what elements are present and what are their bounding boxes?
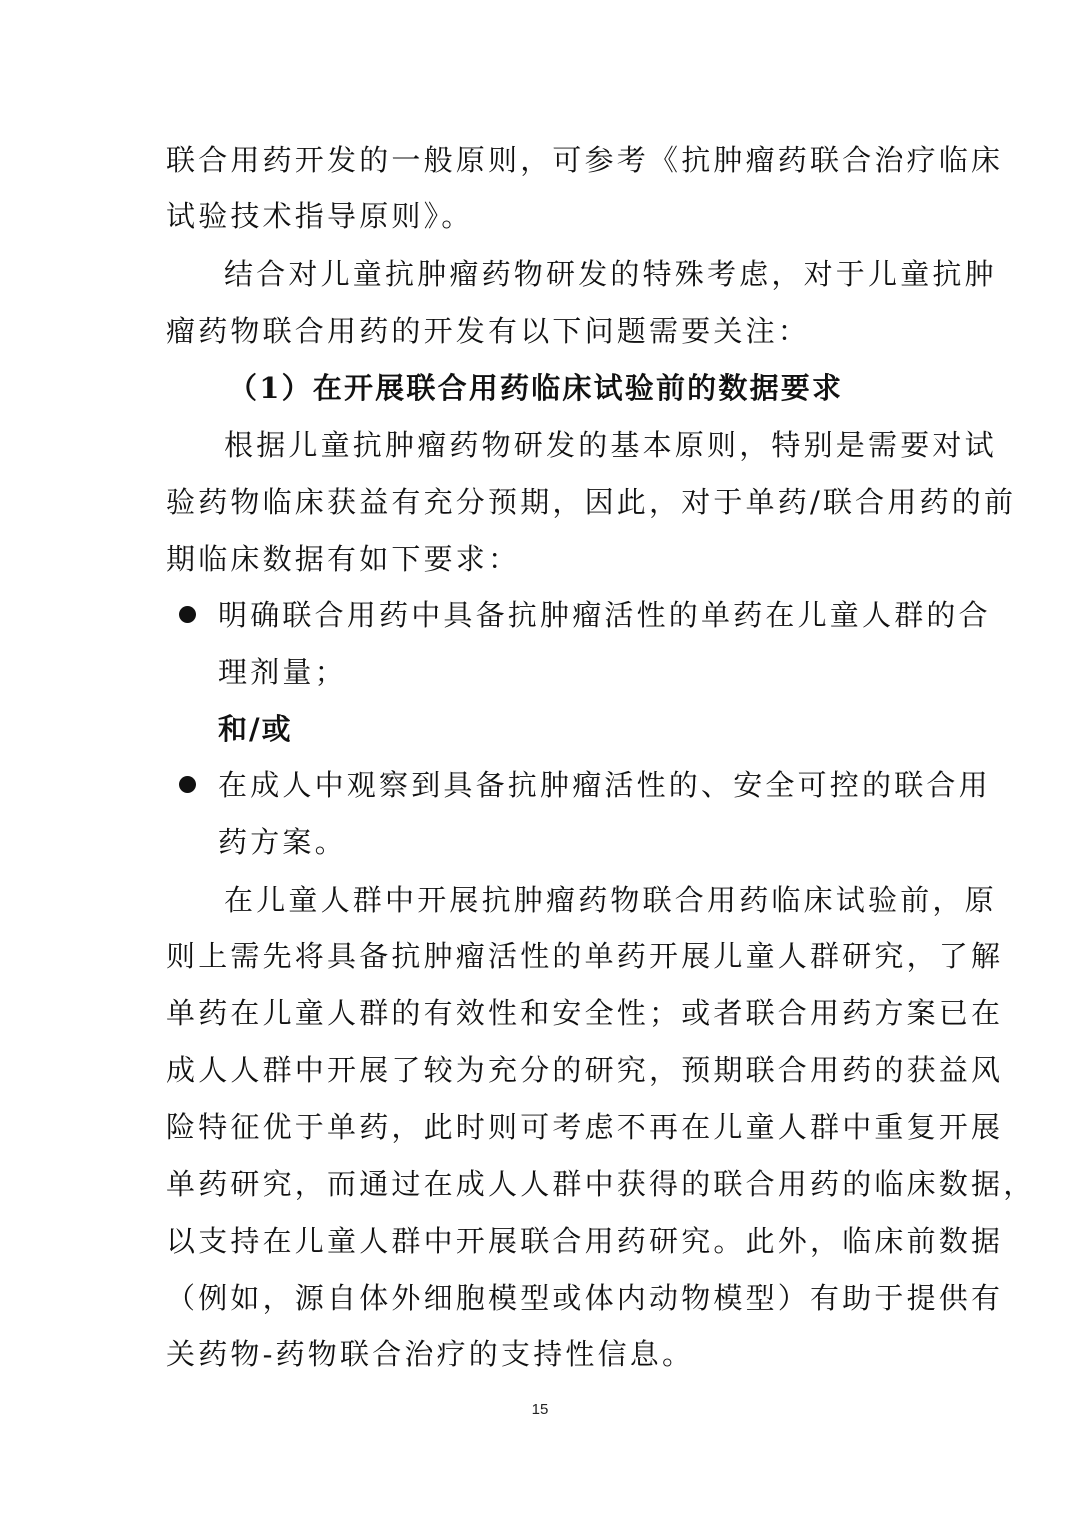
paragraph-2-line-1: 结合对儿童抗肿瘤药物研发的特殊考虑，对于儿童抗肿 <box>224 257 997 291</box>
paragraph-4-line-8: （例如，源自体外细胞模型或体内动物模型）有助于提供有 <box>166 1281 1004 1315</box>
bullet-1-line-1: 明确联合用药中具备抗肿瘤活性的单药在儿童人群的合 <box>218 598 991 632</box>
paragraph-4-line-2: 则上需先将具备抗肿瘤活性的单药开展儿童人群研究，了解 <box>166 939 1004 973</box>
bullet-dot-2 <box>179 776 196 793</box>
paragraph-4-line-6: 单药研究，而通过在成人人群中获得的联合用药的临床数据， <box>166 1167 1036 1201</box>
bullet-1-line-2: 理剂量； <box>218 655 347 689</box>
paragraph-3-line-1: 根据儿童抗肿瘤药物研发的基本原则，特别是需要对试 <box>224 428 997 462</box>
paragraph-4-line-1: 在儿童人群中开展抗肿瘤药物联合用药临床试验前，原 <box>224 883 997 917</box>
section-heading: （1）在开展联合用药临床试验前的数据要求 <box>228 371 844 405</box>
paragraph-3-line-2: 验药物临床获益有充分预期，因此，对于单药/联合用药的前 <box>166 485 1017 519</box>
paragraph-4-line-7: 以支持在儿童人群中开展联合用药研究。此外，临床前数据 <box>166 1224 1004 1258</box>
bullet-2-line-1: 在成人中观察到具备抗肿瘤活性的、安全可控的联合用 <box>218 768 991 802</box>
paragraph-4-line-3: 单药在儿童人群的有效性和安全性；或者联合用药方案已在 <box>166 996 1004 1030</box>
bullet-2-line-2: 药方案。 <box>218 825 347 859</box>
paragraph-4-line-4: 成人人群中开展了较为充分的研究，预期联合用药的获益风 <box>166 1053 1004 1087</box>
bullet-dot-1 <box>179 606 196 623</box>
paragraph-2-line-2: 瘤药物联合用药的开发有以下问题需要关注： <box>166 314 811 348</box>
paragraph-1-line-1: 联合用药开发的一般原则，可参考《抗肿瘤药联合治疗临床 <box>166 143 1004 177</box>
connector-and-or: 和/或 <box>218 712 293 746</box>
paragraph-4-line-5: 险特征优于单药，此时则可考虑不再在儿童人群中重复开展 <box>166 1110 1004 1144</box>
paragraph-3-line-3: 期临床数据有如下要求： <box>166 542 521 576</box>
page-number: 15 <box>531 1401 549 1418</box>
paragraph-1-line-2: 试验技术指导原则》。 <box>166 199 474 233</box>
paragraph-4-line-9: 关药物-药物联合治疗的支持性信息。 <box>166 1337 695 1371</box>
